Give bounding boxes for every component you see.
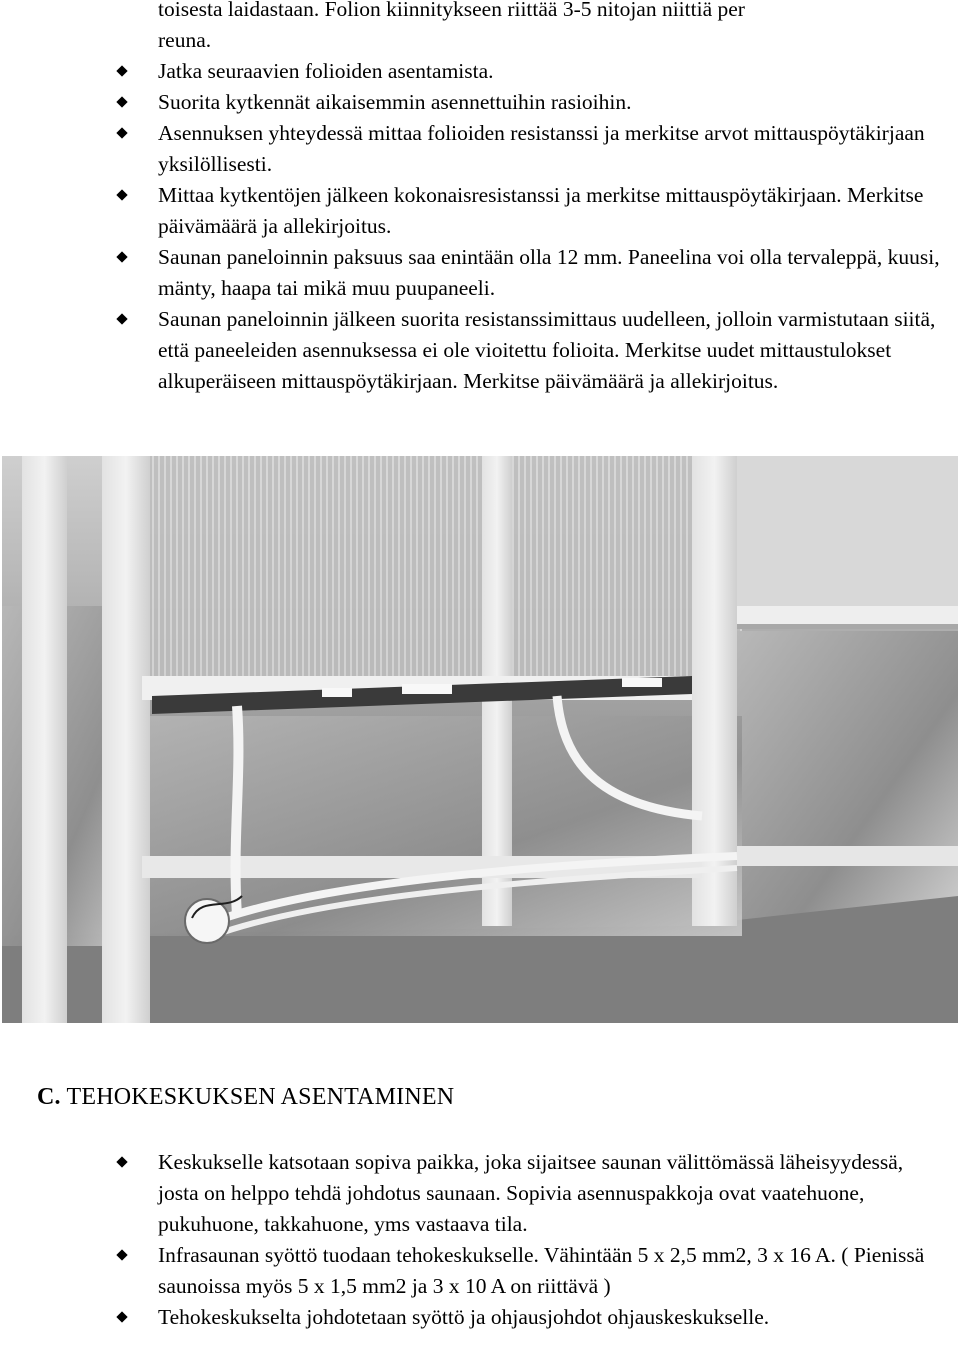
list-item: Mittaa kytkentöjen jälkeen kokonaisresistanssi ja merkitse mittauspöytäkirjaan. Merkitse päivämäärä ja allekirjoitus. xyxy=(158,180,948,242)
list-item: Suorita kytkennät aikaisemmin asennettuihin rasioihin. xyxy=(158,87,948,118)
section-letter: C. xyxy=(37,1084,61,1110)
section-c-heading xyxy=(37,1084,454,1111)
continuation-line-2: reuna. xyxy=(158,28,212,52)
list-item: Saunan paneloinnin jälkeen suorita resistanssimittaus uudelleen, jolloin varmistutaan siitä, että paneeleiden asennuksessa ei ole vioitettu folioita. Merkitse uudet mittaustulokset alkuperäiseen mittauspöytäkirjaan. Merkitse päivämäärä ja allekirjoitus. xyxy=(158,304,948,397)
list-item: Jatka seuraavien folioiden asentamista. xyxy=(158,56,948,87)
list-item: Tehokeskukselta johdotetaan syöttö ja ohjausjohdot ohjauskeskukselle. xyxy=(158,1302,948,1333)
diamond-bullet-icon xyxy=(116,1311,127,1322)
diamond-bullet-icon xyxy=(116,251,127,262)
list-item: Keskukselle katsotaan sopiva paikka, joka sijaitsee saunan välittömässä läheisyydessä, josta on helppo tehdä johdotus saunaan. Sopivia asennuspakkoja ovat vaatehuone, pukuhuone, takkahuone, yms vastaava tila. xyxy=(158,1147,948,1240)
diamond-bullet-icon xyxy=(116,313,127,324)
sauna-wall-photo xyxy=(2,456,958,1023)
list-item: Saunan paneloinnin paksuus saa enintään olla 12 mm. Paneelina voi olla tervaleppä, kuusi, mänty, haapa tai mikä muu puupaneeli. xyxy=(158,242,948,304)
continuation-line-1: toisesta laidastaan. Folion kiinnitykseen riittää 3-5 nitojan niittiä per xyxy=(158,0,745,21)
sauna-wall-illustration xyxy=(2,456,958,1023)
diamond-bullet-icon xyxy=(116,189,127,200)
top-bullet-list xyxy=(158,56,948,397)
diamond-bullet-icon xyxy=(116,127,127,138)
section-c-text-block xyxy=(158,1147,948,1333)
list-item: Asennuksen yhteydessä mittaa folioiden resistanssi ja merkitse arvot mittauspöytäkirjaan yksilöllisesti. xyxy=(158,118,948,180)
diamond-bullet-icon xyxy=(116,96,127,107)
diamond-bullet-icon xyxy=(116,1156,127,1167)
list-item: Infrasaunan syöttö tuodaan tehokeskukselle. Vähintään 5 x 2,5 mm2, 3 x 16 A. ( Pienissä saunoissa myös 5 x 1,5 mm2 ja 3 x 10 A on riittävä ) xyxy=(158,1240,948,1302)
diamond-bullet-icon xyxy=(116,1249,127,1260)
section-title: TEHOKESKUKSEN ASENTAMINEN xyxy=(66,1084,455,1110)
diamond-bullet-icon xyxy=(116,65,127,76)
top-text-block xyxy=(158,0,948,397)
section-c-bullet-list xyxy=(158,1147,948,1333)
